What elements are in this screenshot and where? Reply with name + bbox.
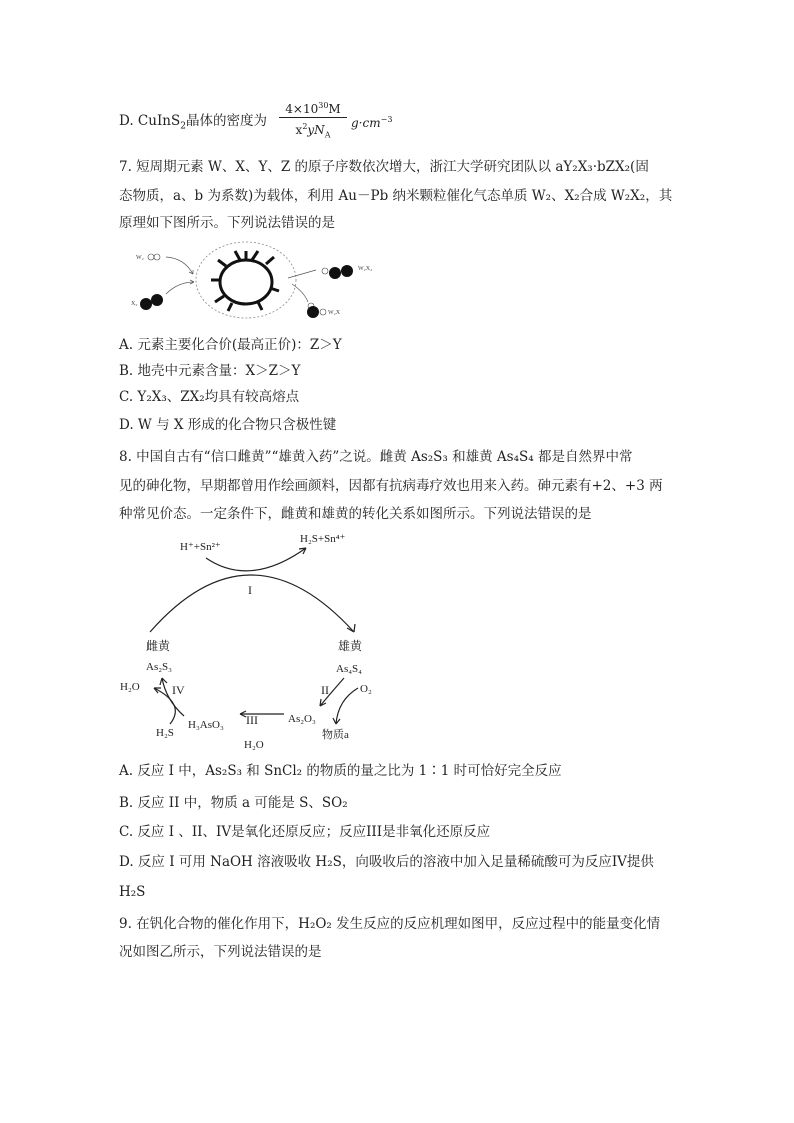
label-w2x: W₂X — [328, 310, 341, 316]
formula-as2s3: As₂S₃ — [146, 661, 173, 673]
label-cihuang: 雌黄 — [146, 639, 171, 653]
label-w2x2: W₂X₂ — [358, 266, 373, 272]
q8-stem-line-1: 8. 中国自古有“信口雌黄”“雄黄入药”之说。雌黄 As₂S₃ 和雄黄 As₄S₄ 都是自然界中常 — [119, 449, 633, 465]
q8-option-d-cont: H₂S — [119, 884, 146, 900]
label-x2: X₂ — [131, 301, 138, 307]
w2x2-arrow — [288, 270, 316, 278]
q7-catalysis-diagram — [128, 240, 388, 326]
roman-i: I — [248, 583, 252, 597]
q7-option-a: A. 元素主要化合价(最高正价)：Z＞Y — [119, 337, 342, 353]
curve-reagents-i — [206, 548, 306, 571]
label-xionghuang: 雄黄 — [338, 639, 363, 653]
x2-arrow — [166, 282, 194, 294]
formula-h3aso3: H₃AsO₃ — [188, 719, 224, 731]
q8-conversion-diagram — [110, 528, 390, 754]
w2x-arrow — [292, 284, 308, 302]
formula-h2s: H₂S — [156, 727, 174, 739]
q8-stem-line-2: 见的砷化物，早期都曾用作绘画颜料，因都有抗病毒疗效也用来入药。砷元素有+2、+3 两 — [119, 478, 663, 494]
q8-option-a: A. 反应 I 中，As₂S₃ 和 SnCl₂ 的物质的量之比为 1∶1 时可恰好完全反应 — [119, 763, 562, 779]
roman-ii: II — [321, 683, 329, 697]
q8-option-b: B. 反应 II 中，物质 a 可能是 S、SO₂ — [119, 795, 348, 811]
formula-as4s4: As₄S₄ — [336, 663, 363, 675]
formula-h2o-left: H₂O — [120, 681, 140, 693]
formula-as2o3: As₂O₃ — [288, 713, 316, 725]
density-fraction: $4\times 10^{30}M$ $x^2yN_A$ — [279, 98, 347, 143]
density-unit: $g\cdot cm^{-3}$ — [351, 115, 393, 130]
roman-iv: IV — [172, 683, 185, 697]
w-atom — [154, 254, 160, 260]
formula-h2o-bottom: H₂O — [244, 739, 264, 751]
reactant-top: H⁺+Sn²⁺ — [180, 541, 221, 553]
w2-arrow — [166, 257, 193, 274]
q7-stem-line-2: 态物质，a、b 为系数)为载体，利用 Au－Pb 纳米颗粒催化气态单质 W₂、X₂合成 W₂X₂，其 — [119, 188, 673, 204]
q8-stem-line-3: 种常见价态。一定条件下，雌黄和雄黄的转化关系如图所示。下列说法错误的是 — [119, 506, 592, 522]
catalyst-ring — [211, 251, 279, 311]
q6d-prefix: D. CuInS$_2$晶体的密度为 — [119, 113, 267, 132]
x-atom — [151, 294, 163, 306]
q8-option-d: D. 反应 I 可用 NaOH 溶液吸收 H₂S，向吸收后的溶液中加入足量稀硫酸可为反应IV提供 — [119, 854, 654, 870]
product-top: H₂S+Sn⁴⁺ — [300, 533, 346, 545]
q7-stem-line-3: 原理如下图所示。下列说法错误的是 — [119, 215, 335, 231]
q9-stem-line-1: 9. 在钒化合物的催化作用下，H₂O₂ 发生反应的反应机理如图甲，反应过程中的能量变化情 — [119, 916, 661, 932]
arc-reaction-i — [150, 575, 354, 632]
q7-option-b: B. 地壳中元素含量：X＞Z＞Y — [119, 363, 301, 379]
label-w2: W₂ — [136, 255, 144, 261]
q9-stem-line-2: 况如图乙所示，下列说法错误的是 — [119, 944, 322, 960]
roman-iii: III — [246, 713, 258, 727]
x-atom — [140, 298, 152, 310]
formula-o2: O₂ — [360, 683, 372, 695]
q7-stem-line-1: 7. 短周期元素 W、X、Y、Z 的原子序数依次增大，浙江大学研究团队以 aY₂X₃·bZX₂(固 — [119, 159, 649, 175]
q7-option-d: D. W 与 X 形成的化合物只含极性键 — [119, 417, 337, 433]
w-atom — [148, 254, 154, 260]
q8-option-c: C. 反应 I 、II、IV是氧化还原反应；反应III是非氧化还原反应 — [119, 824, 491, 840]
curve-o2-a — [336, 688, 358, 724]
label-wuzhi-a: 物质a — [322, 729, 349, 741]
q7-option-c: C. Y₂X₃、ZX₂均具有较高熔点 — [119, 389, 300, 405]
